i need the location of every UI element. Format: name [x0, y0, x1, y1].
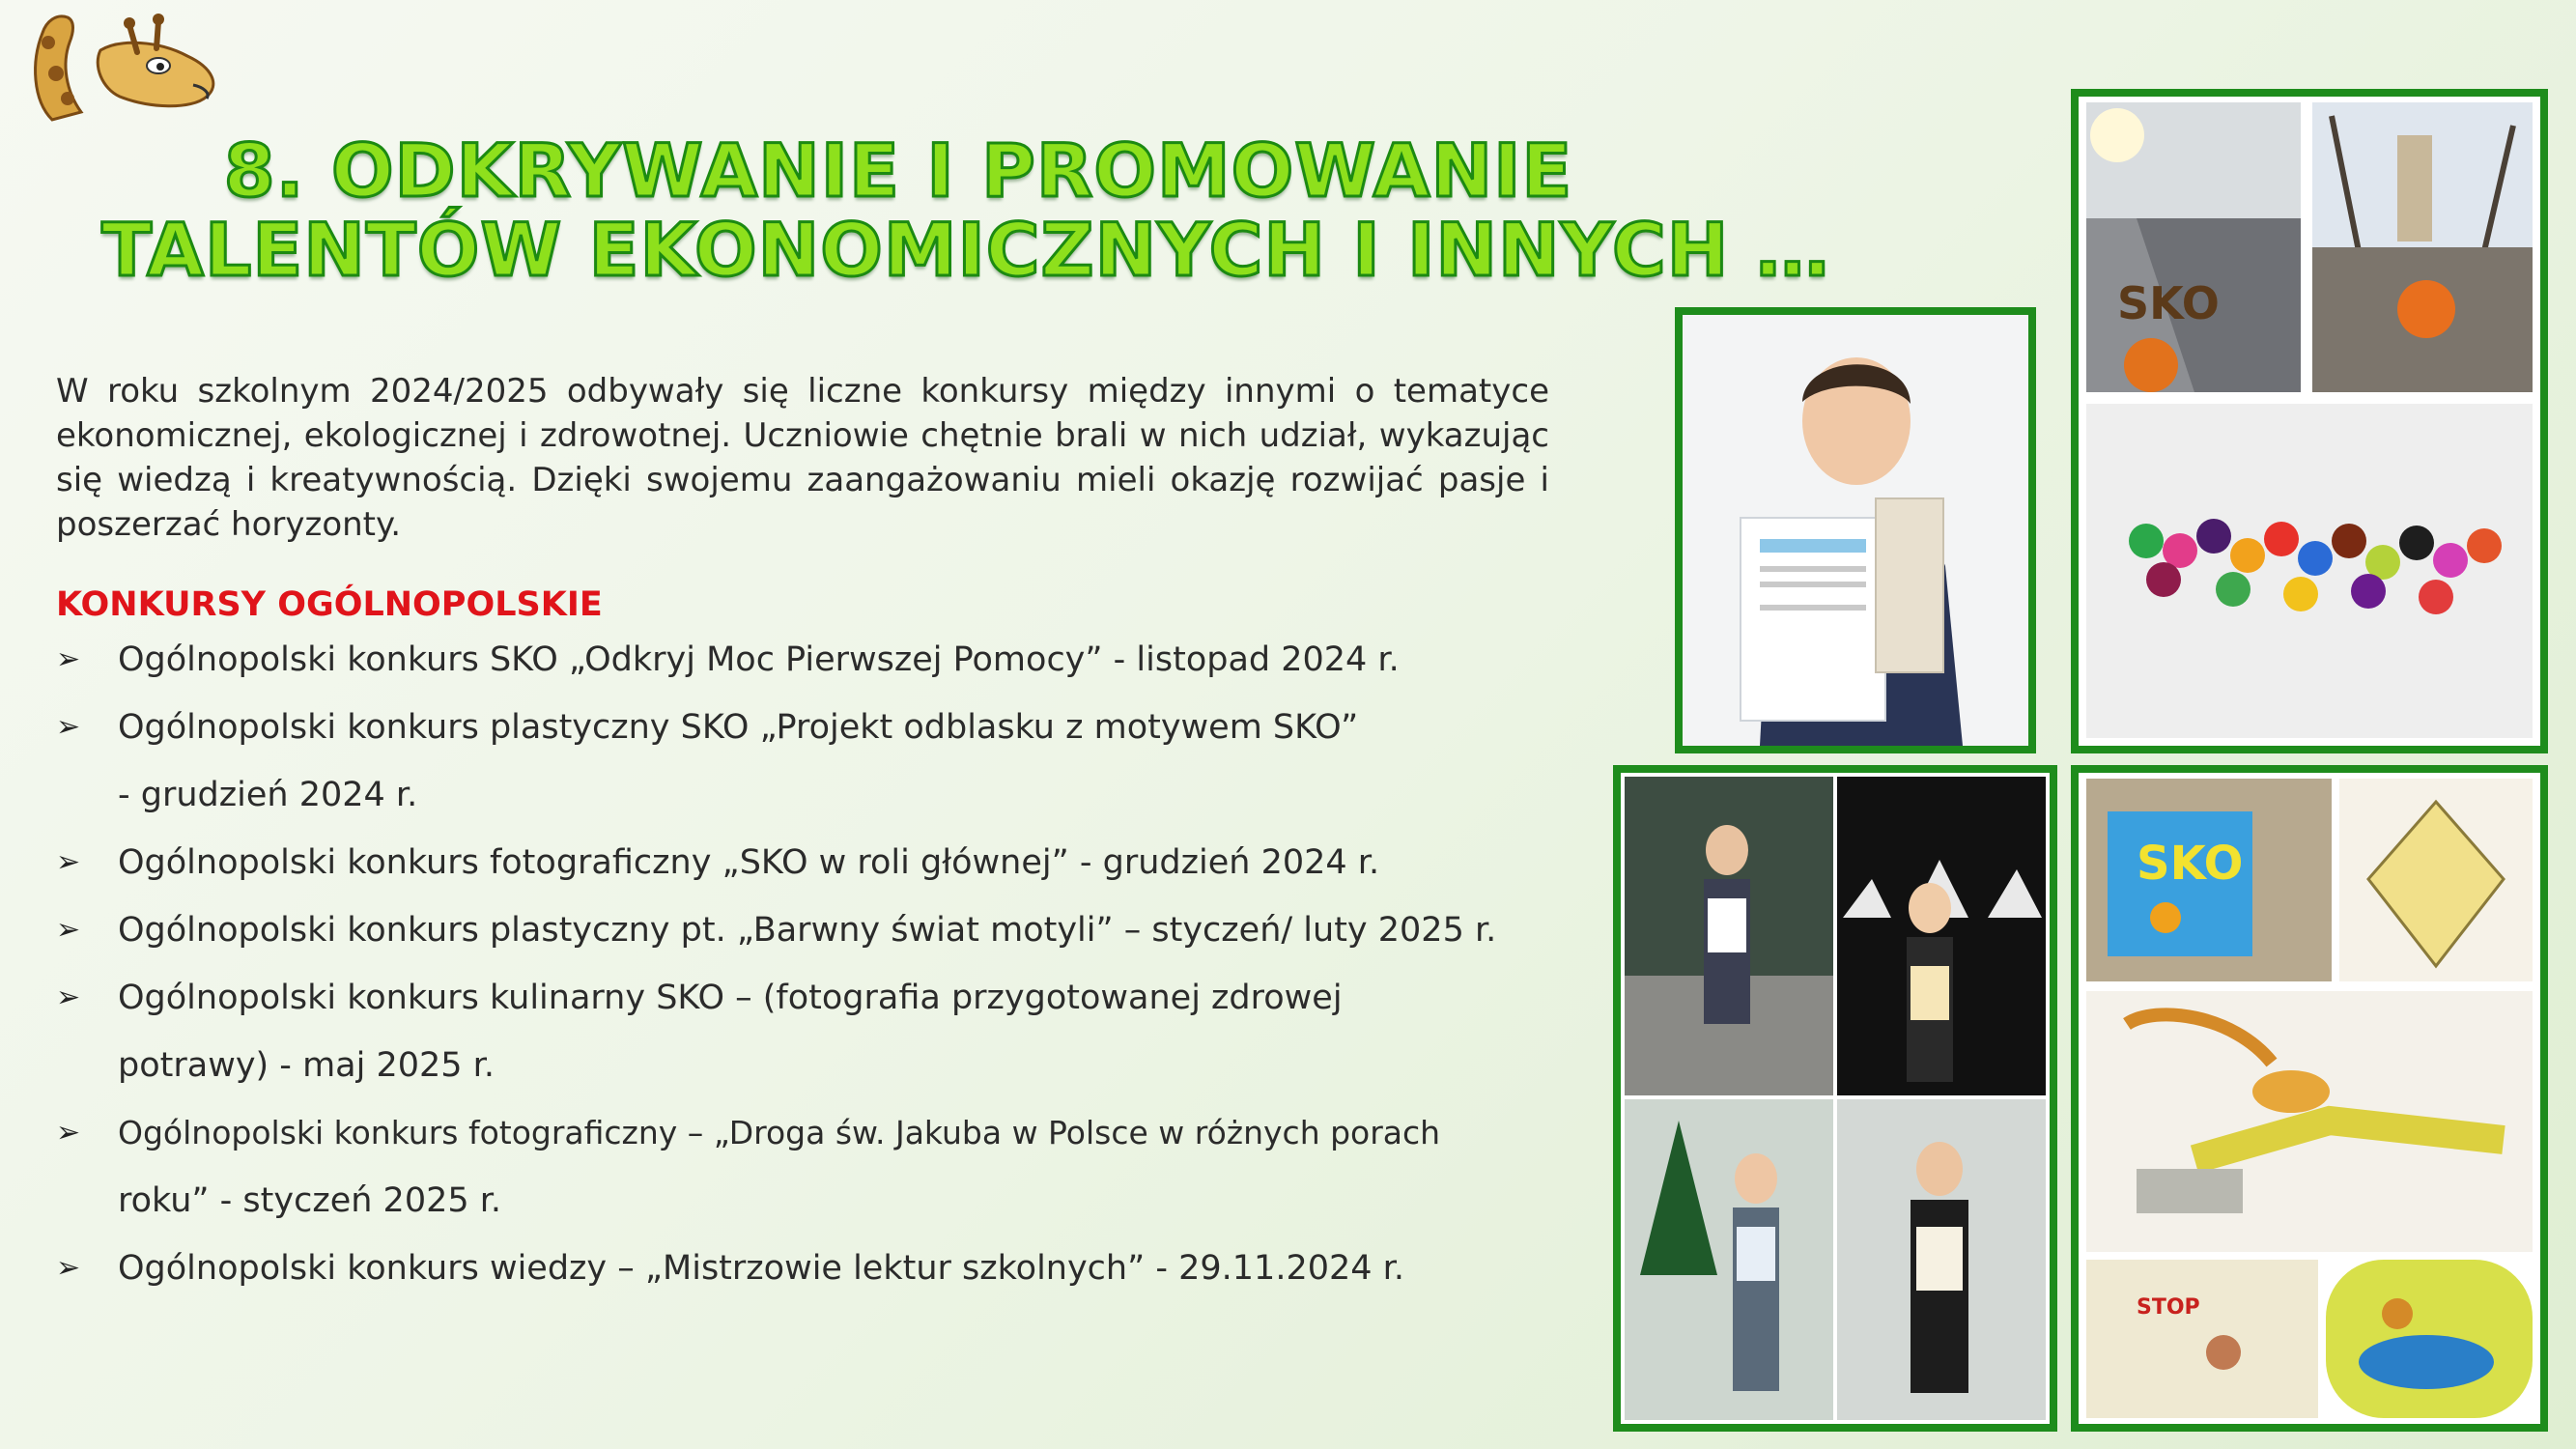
contest-line: Ogólnopolski konkurs fotograficzny – „Droga św. Jakuba w Polsce w różnych porach [118, 1114, 1441, 1151]
sko-leaves-text: SKO [2117, 277, 2220, 329]
title-line-1: 8. ODKRYWANIE I PROMOWANIE [223, 128, 1573, 213]
photo-artwork-collage [2071, 765, 2548, 1432]
arrow-bullet-icon: ➢ [56, 913, 81, 947]
giraffe-mascot-icon [14, 4, 226, 129]
contest-line-continued: potrawy) - maj 2025 r. [118, 1046, 495, 1085]
list-item [56, 694, 1582, 829]
contest-line: Ogólnopolski konkurs plastyczny SKO „Projekt odblasku z motywem SKO” [118, 708, 1359, 747]
contest-line: Ogólnopolski konkurs fotograficzny „SKO w roli głównej” - grudzień 2024 r. [118, 843, 1380, 882]
contest-line: Ogólnopolski konkurs wiedzy – „Mistrzowie lektur szkolnych” - 29.11.2024 r. [118, 1249, 1404, 1288]
arrow-bullet-icon: ➢ [56, 642, 81, 676]
intro-paragraph: W roku szkolnym 2024/2025 odbywały się liczne konkursy między innymi o tematyce ekonomicznej, ekologicznej i zdrowotnej. Uczniowie chętnie brali w nich udział, wykazując się wiedzą i kreatywnością. Dzięki swojemu zaangażowaniu mieli okazję rozwijać pasje i poszerzać horyzonty. [56, 372, 1549, 544]
list-item [56, 1099, 1582, 1235]
contest-line-continued: - grudzień 2024 r. [118, 776, 418, 814]
section-heading: KONKURSY OGÓLNOPOLSKIE [56, 585, 603, 624]
list-item [56, 964, 1582, 1099]
list-item [56, 896, 1582, 964]
arrow-bullet-icon: ➢ [56, 980, 81, 1014]
arrow-bullet-icon: ➢ [56, 710, 81, 744]
arrow-bullet-icon: ➢ [56, 1251, 81, 1285]
list-item [56, 829, 1582, 896]
sko-artwork-text: SKO [2137, 837, 2244, 891]
photo-boy-diploma [1675, 307, 2036, 753]
photo-sko-outdoor-leaves [2071, 89, 2548, 753]
list-item [56, 626, 1582, 694]
contest-line-continued: roku” - styczeń 2025 r. [118, 1181, 502, 1220]
stop-sign-text: STOP [2137, 1295, 2200, 1320]
contest-list [56, 626, 1582, 1302]
contest-line: Ogólnopolski konkurs plastyczny pt. „Barwny świat motyli” – styczeń/ luty 2025 r. [118, 911, 1497, 950]
title-line-2: TALENTÓW EKONOMICZNYCH I INNYCH … [101, 207, 1830, 293]
arrow-bullet-icon: ➢ [56, 845, 81, 879]
list-item [56, 1235, 1582, 1302]
page-title [97, 128, 1835, 293]
contest-line: Ogólnopolski konkurs SKO „Odkryj Moc Pierwszej Pomocy” - listopad 2024 r. [118, 640, 1400, 679]
arrow-bullet-icon: ➢ [56, 1116, 81, 1150]
photo-students-collage [1613, 765, 2057, 1432]
contest-line: Ogólnopolski konkurs kulinarny SKO – (fotografia przygotowanej zdrowej [118, 979, 1343, 1017]
